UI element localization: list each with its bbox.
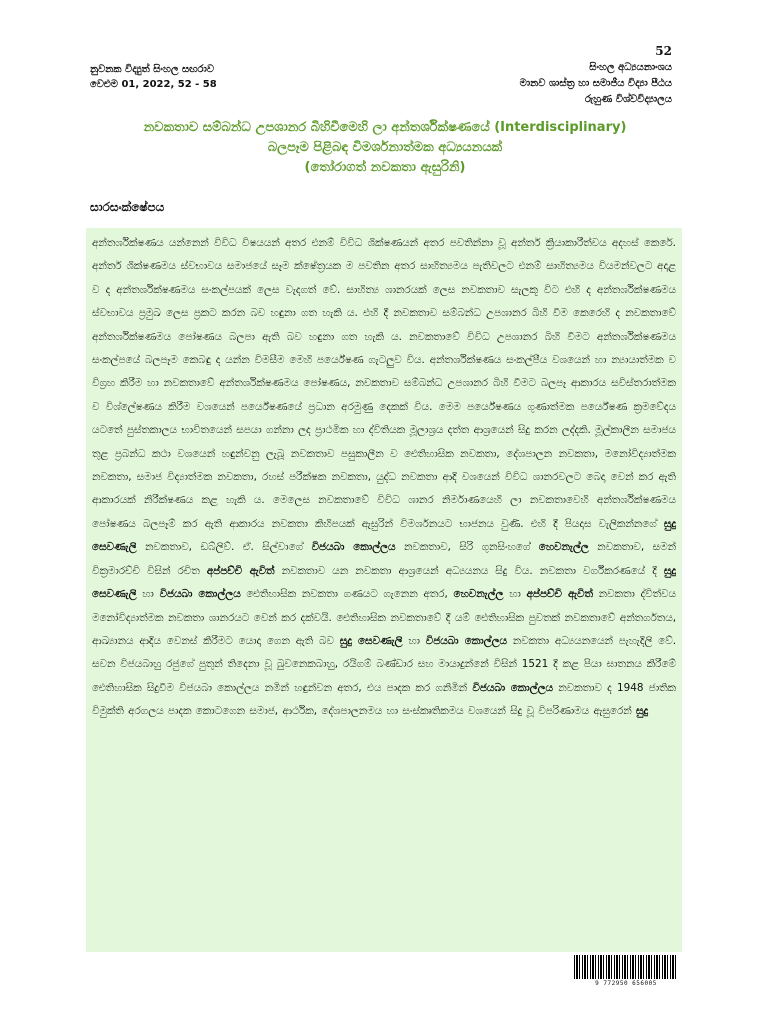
novel-title: හෙවනැල්ල <box>538 541 589 554</box>
abstract-paragraph: අන්තර්ශික්ෂණය යන්නෙන් විවිධ විෂයයන් අතර එනම් විවිධ ශික්ෂණයන් අතර පවතින්නා වූ අන්තර් ක්‍රියාකාරීත්වය අදහස් කෙරේ. අන්තර් ශික්ෂණමය ස්වභාවය සමාජයේ සෑම ක්ෂේත්‍රයක ම පවතින අතර සාහිත්‍යමය පැතිවලට එනම් සාහිත්‍යමය වියමන්වලට අදාළ ව ද අන්තර්ශික්ෂණමය සංකල්පයක් ලෙස වැදගත් වේ. සාහිත්‍ය ශානරයක් ලෙස නවකතාව සැලකූ විට එහි ද අන්තර්ශික්ෂණමය ස්වභාවය ප්‍රමුඛ ලෙස ප්‍රකට කරන බව හඳුනා ගත හැකි ය. එහි දී නවකතාව සම්බන්ධ උපශානර බිහි වීම කෙරෙහි ද නවකතාවේ අන්තර්ශික්ෂණමය පෝෂණය බලපා ඇති බව හඳුනා ගත හැකි ය. නවකතාවේ විවිධ උපශානර බිහි වීමට අන්තර්ශික්ෂණමය සංකල්පයේ බලපෑම කෙබඳු ද යන්න විමසීම මෙහි පර්යේෂණ ගැටලුව විය. අන්තර්ශික්ෂණය සංකල්පීය වශයෙන් හා න්‍යායාත්මක ව විග්‍රහ කිරීම හා නවකතාවේ අන්තර්ශික්ෂණමය පෝෂණය, නවකතාව සම්බන්ධ උපශානර බිහි වීමට බලපෑ ආකාරය සවිස්තරාත්මක ව විශ්ලේෂණය කිරීම වශයෙන් පර්යේෂණයේ ප්‍රධාන අරමුණු දෙකක් විය. මෙම පර්යේෂණය ගුණාත්මක පර්යේෂණ ක්‍රමවේදය යටතේ පුස්තකාලය භාවිතයෙන් සපයා ගන්නා ලද ප්‍රාථමික හා ද්විතියක මූලාශ්‍රය දත්ත ආශ්‍රයෙන් සිදු කරන ලද්දකි. මූල්කාලීන සමාජය තුළ ප්‍රබන්ධ කථා වශයෙන් හඳුන්වනු ලැබූ නවකතාව පසුකාලීන ව ඓතිහාසික නවකතා, දේශපාලන නවකතා, මනෝවිද්‍යාත්මක නවකතා, සමාජ විද්‍යාත්මක නවකතා, රහස් පරීක්ෂක නවකතා, යුද්ධ නවකතා ආදි වශයෙන් විවිධ ශානරවලට බෙදා වෙන් කර ඇති ආකාරයක් නිරීක්ෂණය කළ හැකි ය. මෙලෙස නවකතාවේ විවිධ ශානර නිර්මාණයෙහි ලා නවකතාවෙහි අන්තර්ශික්ෂණමය පෝෂණය බලපෑම් කර ඇති ආකාරය නවකතා කිහිපයක් ඇසුරින් විමර්ශනයට භාජනය වුණි. එහි දී පියදාස වැලිකන්නගේ සුදු සෙවණැලි නවකතාව, ඩබ්ලිව්. ඒ. සිල්වාගේ විජයබා කොල්ලය නවකතාව, සිරි ගුනසිංහගේ හෙවනැල්ල නවකතාව, සමන් වික්‍රමාරච්චි විසින් රචිත අප්පච්චි ඇවිත් නවකතාව යන නවකතා ආශ්‍රයෙන් අධ්‍යයනය සිදු විය. නවකතා වර්ගීකරණයේ දී සුදු සෙවණැලි හා විජයබා කොල්ලය ඓතිහාසික නවකතා ගණයට ගැනෙන අතර, හෙවනැල්ල හා අප්පච්චි ඇවිත් නවකතා ද්විත්වය මනෝවිද්‍යාත්මක නවකතා ශානරයට වෙන් කර දක්වයි. ඓතිහාසික නවකතාවේ දී යම් ඓතිහාසික පුවතක් නවකතාවේ අන්තර්ගතය, ආඛ්‍යානය ආදිය වෙනස් කිරීමට යොදා ගෙන ඇති බව සුදු සෙවණැලි හා විජයබා කොල්ලය නවකතා අධ්‍යයනයෙන් පැහැදිලි වේ. සවන විජයබාහු රජුගේ පුතුන් තිදෙනා වූ බුවනෙකබාහු, රයිගම් බණ්ඩාර සහ මායාදුන්නේ විසින් 1521 දී කළ පියා ඝාතනය කිරීමේ ඓතිහාසික සිදුවීම විජයබා කොල්ලය නමින් හඳුන්වන අතර, එය පාදක කර ගනිමින් විජයබා කොල්ලය නවකතාව ද 1948 ජාතික විමුක්ති අරගලය පාදක කොටගෙන සමාජ, ආර්ථික, දේශපාලනමය හා සංස්කෘතිකමය වශයෙන් සිදු වූ විපරිණාමය ඇසුරෙන් සුදු <box>92 237 677 718</box>
novel-title: සුදු සෙවණැලි <box>92 517 676 554</box>
department-name: සිංහල අධ්‍යයනාංශය <box>589 62 672 73</box>
abstract-box <box>86 228 682 952</box>
article-title <box>90 118 680 178</box>
novel-title: විජයබා කොල්ලය <box>311 541 396 554</box>
novel-title: විජයබා කොල්ලය <box>159 588 241 601</box>
title-line-2: බලපෑම පිළිබඳ විමර්ශනාත්මක අධ්‍යයනයක් <box>267 140 503 155</box>
barcode-icon <box>574 955 678 979</box>
novel-title: සුදු සෙවණැලි <box>339 634 403 647</box>
faculty-name: මානව ශාස්ත්‍ර හා සමාජීය විද්‍යා පීඨය <box>519 78 672 89</box>
title-line-3: (තෝරාගත් නවකතා ඇසුරිනි) <box>304 160 466 175</box>
journal-header-right <box>520 60 672 108</box>
university-name: රුහුණ විශ්වවිද්‍යාලය <box>584 94 672 105</box>
novel-title: සුදු සෙවණැලි <box>92 564 676 601</box>
volume-info: වෙළුම 01, 2022, 52 - 58 <box>90 79 217 90</box>
novel-title: විජයබා කොල්ලය <box>425 634 507 647</box>
journal-name: නුවනක විද්‍යුත් සිංහල සඟරාව <box>90 64 215 75</box>
title-line-1: නවකතාව සම්බන්ධ උපශානර බිහිවීමෙහි ලා අන්තර්ශික්ෂණයේ (Interdisciplinary) <box>143 120 627 135</box>
barcode-number: 9 772950 656005 <box>595 980 657 987</box>
novel-title: සුදු <box>636 705 649 718</box>
novel-title: අප්පච්චි ඇවිත් <box>206 564 275 577</box>
issn-barcode <box>574 955 678 989</box>
journal-header-left <box>90 62 217 92</box>
novel-title: විජයබා කොල්ලය <box>472 681 553 694</box>
novel-title: අප්පච්චි ඇවිත් <box>526 588 593 601</box>
novel-title: හෙවනැල්ල <box>453 588 504 601</box>
page-number: 52 <box>655 44 672 58</box>
abstract-heading: සාරසංක්ෂේපය <box>90 200 165 214</box>
